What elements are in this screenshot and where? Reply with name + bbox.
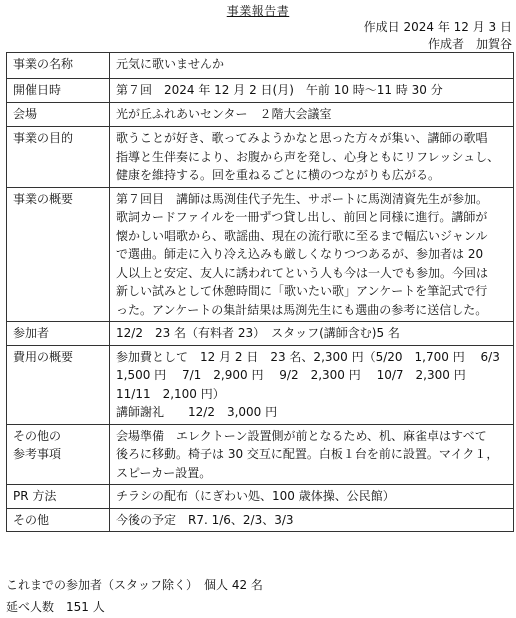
- row-datetime: [7, 79, 514, 103]
- label-line: その他の: [13, 428, 62, 443]
- value-line: った。アンケートの集計結果は馬渕先生にも選曲の参考に送信した。: [116, 302, 488, 317]
- value-line: 健康を維持する。回を重ねるごとに横のつながりも広がる。: [116, 168, 441, 182]
- value-name: [110, 53, 514, 79]
- label-pr: PR 方法: [7, 485, 110, 509]
- value-line: 第７回 2024 年 12 月 2 日(月) 午前 10 時～11 時 30 分: [116, 83, 443, 97]
- value-line: 12/2 23 名（有料者 23） スタッフ(講師含む)5 名: [116, 326, 400, 340]
- report-table: [6, 52, 514, 532]
- value-line: 後ろに移動。椅子は 30 交互に配置。白板１台を前に設置。マイク１，: [116, 447, 499, 461]
- value-line: 11/11 2,100 円）: [116, 386, 225, 401]
- total-participants: これまでの参加者（スタッフ除く） 個人 42 名: [6, 578, 263, 592]
- value-line: スピーカー設置。: [116, 465, 212, 480]
- value-line: 元気に歌いませんか: [116, 57, 225, 71]
- author: 作成者 加賀谷: [427, 37, 512, 51]
- created-date: 作成日 2024 年 12 月 3 日: [363, 20, 512, 34]
- value-purpose: [110, 127, 514, 188]
- value-venue: [110, 103, 514, 127]
- value-notes: [110, 424, 514, 485]
- value-line: 歌詞カードファイルを一冊ずつ貸し出し、前回と同様に進行。講師が: [116, 210, 488, 224]
- value-line: 会場準備 エレクトーン設置側が前となるため、机、麻雀卓はすべて: [116, 428, 487, 443]
- row-venue: [7, 103, 514, 127]
- row-pr: [7, 485, 514, 509]
- row-participants: [7, 322, 514, 346]
- row-name: [7, 53, 514, 79]
- label-line: 参考事項: [13, 447, 62, 461]
- value-line: 講師謝礼 12/2 3,000 円: [116, 405, 278, 419]
- label-overview: 事業の概要: [7, 187, 110, 322]
- value-line: 指導と生伴奏により、お腹から声を発し、心身ともにリフレッシュし、: [116, 149, 500, 164]
- value-line: で選曲。師走に入り冷え込みも厳しくなりつつあるが、参加者は 20: [116, 247, 484, 261]
- label-venue: 会場: [7, 103, 110, 127]
- label-name: 事業の名称: [7, 53, 110, 79]
- cumulative-count: 延べ人数 151 人: [6, 600, 105, 614]
- label-notes: [7, 424, 110, 485]
- label-costs: 費用の概要: [7, 345, 110, 424]
- row-other: [7, 508, 514, 532]
- value-line: 参加費として 12 月 2 日 23 名、2,300 円（5/20 1,700 円 6/3: [116, 349, 500, 364]
- value-line: 新しい試みとして休憩時間に「歌いたい歌」アンケートを筆記式で行: [116, 284, 488, 298]
- value-other: [110, 508, 514, 532]
- value-line: 第７回目 講師は馬渕佳代子先生、サポートに馬渕清資先生が参加。: [116, 191, 489, 206]
- label-participants: 参加者: [7, 322, 110, 346]
- value-costs: [110, 345, 514, 424]
- value-line: 今後の予定 R7. 1/6、2/3、3/3: [116, 512, 294, 527]
- value-pr: [110, 485, 514, 509]
- value-line: 懐かしい唱歌から、歌謡曲、現在の流行歌に至るまで幅広いジャンル: [116, 228, 488, 243]
- row-notes: [7, 424, 514, 485]
- document-title: 事業報告書: [226, 4, 290, 18]
- row-purpose: [7, 127, 514, 188]
- value-participants: [110, 322, 514, 346]
- value-line: 歌うことが好き、歌ってみようかなと思った方々が集い、講師の歌唱: [116, 131, 488, 145]
- row-costs: [7, 345, 514, 424]
- row-overview: [7, 187, 514, 322]
- label-purpose: 事業の目的: [7, 127, 110, 188]
- value-line: 1,500 円 7/1 2,900 円 9/2 2,300 円 10/7 2,300 円: [116, 368, 466, 382]
- value-overview: [110, 187, 514, 322]
- value-datetime: [110, 79, 514, 103]
- label-other: その他: [7, 508, 110, 532]
- value-line: チラシの配布（にぎわい処、100 歳体操、公民館）: [116, 489, 395, 503]
- value-line: 人以上と安定、友人に誘われてという人も今は一人でも参加。今回は: [116, 265, 489, 280]
- label-datetime: 開催日時: [7, 79, 110, 103]
- value-line: 光が丘ふれあいセンター ２階大会議室: [116, 107, 332, 121]
